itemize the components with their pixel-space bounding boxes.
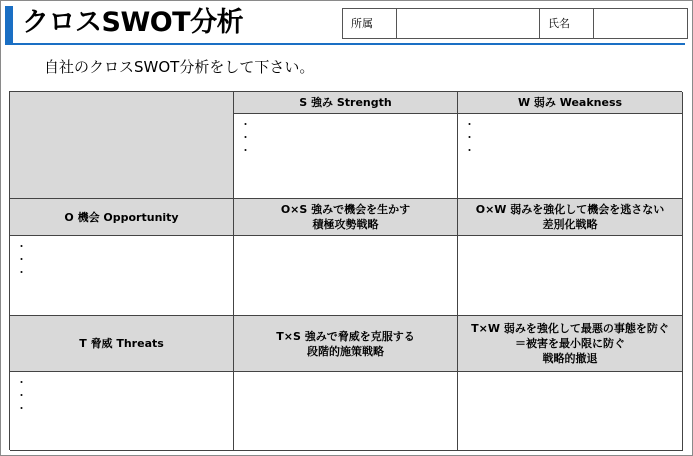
tw-strategy-line-1: T×W 弱みを強化して最悪の事態を防ぐ [471,322,669,335]
ts-strategy-line-1: T×S 強みで脅威を克服する [276,329,415,343]
bullet: ・ [240,118,251,131]
strength-input-cell[interactable] [234,114,458,199]
bullet: ・ [240,131,251,144]
strength-header: S 強み Strength [234,92,458,114]
bullet: ・ [16,402,27,415]
ow-strategy-line-1: O×W 弱みを強化して機会を逃さない [475,203,665,216]
bullet: ・ [240,144,251,157]
tw-strategy-line-3: 戦略的撤退 [542,352,598,365]
bullet: ・ [16,253,27,266]
threat-header: T 脅威 Threats [10,316,234,372]
weakness-bullets [464,118,475,157]
opportunity-input-cell[interactable] [10,236,234,316]
ow-strategy-input-cell[interactable] [458,236,683,316]
strength-bullets [240,118,251,157]
os-strategy-input-cell[interactable] [234,236,458,316]
bullet: ・ [16,376,27,389]
threat-bullets [16,376,27,415]
bullet: ・ [16,389,27,402]
title-underline [5,43,685,45]
info-box [342,8,688,39]
instruction-text: 自社のクロスSWOT分析をして下さい。 [44,58,315,76]
ts-strategy-header [234,316,458,372]
page-title: クロスSWOT分析 [22,7,244,38]
weakness-header: W 弱み Weakness [458,92,683,114]
bullet: ・ [464,144,475,157]
ow-strategy-line-2: 差別化戦略 [542,218,598,231]
name-field[interactable] [594,9,687,38]
bullet: ・ [16,266,27,279]
os-strategy-header [234,199,458,236]
threat-input-cell[interactable] [10,372,234,451]
affiliation-field[interactable] [397,9,540,38]
name-label: 氏名 [540,9,594,38]
ts-strategy-input-cell[interactable] [234,372,458,451]
tw-strategy-input-cell[interactable] [458,372,683,451]
tw-strategy-line-2: ＝被害を最小限に防ぐ [515,337,625,350]
opportunity-bullets [16,240,27,279]
corner-cell [10,92,234,199]
os-strategy-line-1: O×S 強みで機会を生かす [280,203,411,216]
opportunity-header: O 機会 Opportunity [10,199,234,236]
swot-matrix [9,91,682,450]
bullet: ・ [16,240,27,253]
affiliation-label: 所属 [343,9,397,38]
bullet: ・ [464,131,475,144]
title-accent-bar [5,6,13,45]
ts-strategy-line-2: 段階的施策戦略 [307,344,384,358]
bullet: ・ [464,118,475,131]
tw-strategy-header [458,316,683,372]
ow-strategy-header [458,199,683,236]
weakness-input-cell[interactable] [458,114,683,199]
os-strategy-line-2: 積極攻勢戦略 [312,218,379,231]
